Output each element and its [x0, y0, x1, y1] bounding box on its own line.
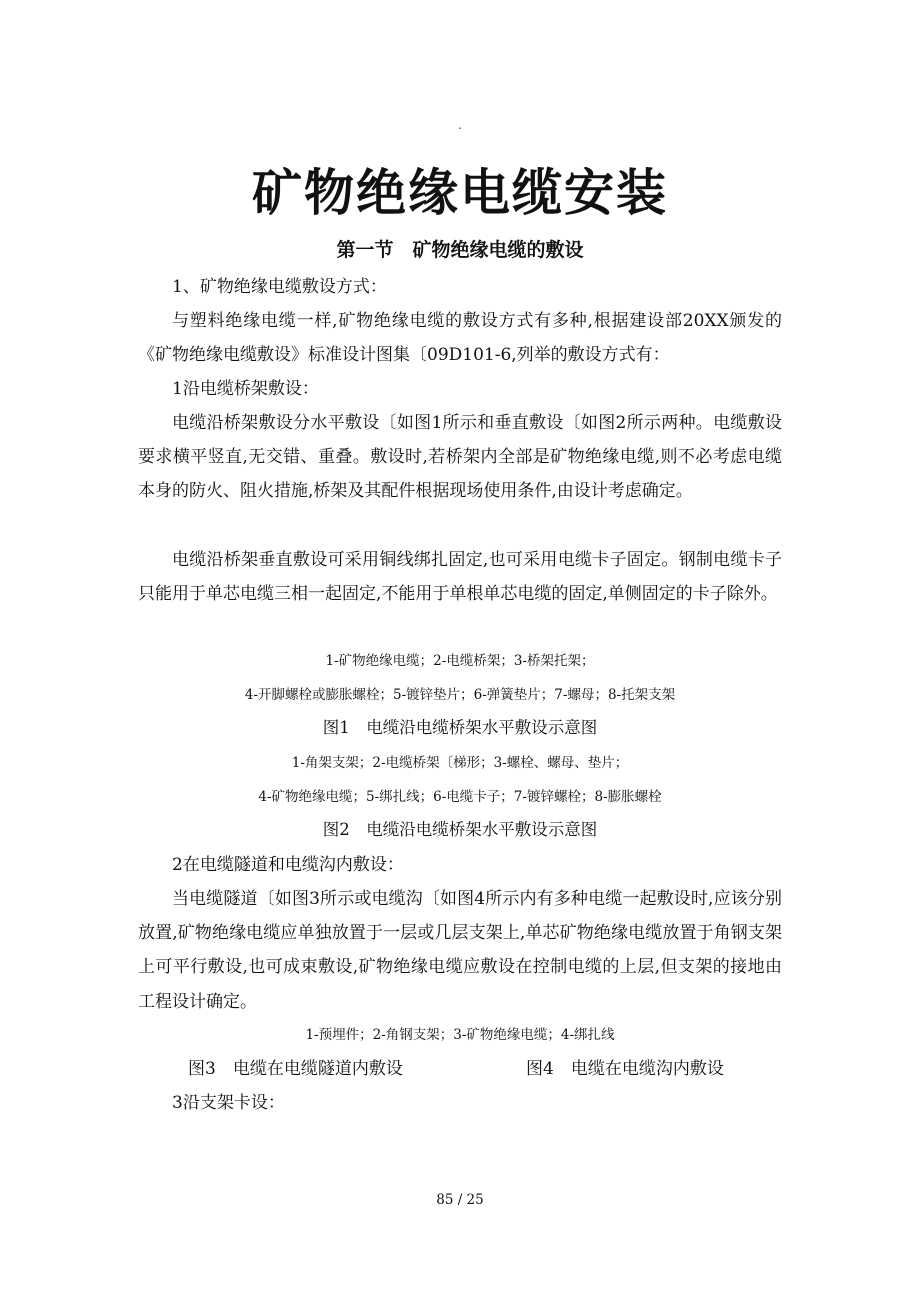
subheading-1: 1、矿物绝缘电缆敷设方式：	[172, 277, 387, 297]
figure-1-legend-line-1: 1-矿物绝缘电缆；2-电缆桥架；3-桥架托架；	[325, 653, 595, 669]
subheading-1-2: 2在电缆隧道和电缆沟内敷设：	[172, 855, 404, 875]
paragraph-2: 电缆沿桥架敷设分水平敷设〔如图1所示和垂直敷设〔如图2所示两种。电缆敷设要求横平竖直,无交错、重叠。敷设时,若桥架内全部是矿物绝缘电缆,则不必考虑电缆本身的防火、阻火措施,桥架及其配件根据现场使用条件,由设计考虑确定。	[138, 413, 782, 502]
figure-4-caption: 图4 电缆在电缆沟内敷设	[526, 1059, 724, 1079]
page-number: 85 / 25	[436, 1192, 484, 1208]
figure-2-legend-line-1: 1-角架支架；2-电缆桥架〔梯形；3-螺栓、螺母、垫片；	[291, 755, 629, 771]
paragraph-4: 当电缆隧道〔如图3所示或电缆沟〔如图4所示内有多种电缆一起敷设时,应该分别放置,矿物绝缘电缆应单独放置于一层或几层支架上,单芯矿物绝缘电缆放置于角钢支架上可平行敷设,也可成束敷设,矿物绝缘电缆应敷设在控制电缆的上层,但支架的接地由工程设计确定。	[138, 889, 782, 1012]
figure-2-caption: 图2 电缆沿电缆桥架水平敷设示意图	[322, 820, 598, 839]
section-heading: 第一节 矿物绝缘电缆的敷设	[336, 239, 584, 261]
paragraph-1: 与塑料绝缘电缆一样,矿物绝缘电缆的敷设方式有多种,根据建设部20XX颁发的《矿物绝缘电缆敷设》标准设计图集〔09D101-6,列举的敷设方式有：	[138, 311, 782, 366]
subheading-1-1: 1沿电缆桥架敷设：	[172, 379, 319, 399]
subheading-1-3: 3沿支架卡设：	[172, 1093, 285, 1113]
page-title: 矿物绝缘电缆安装	[252, 163, 668, 222]
figure-2-legend-line-2: 4-矿物绝缘电缆；5-绑扎线；6-电缆卡子；7-镀锌螺栓；8-膨胀螺栓	[258, 789, 662, 805]
figure-1-caption: 图1 电缆沿电缆桥架水平敷设示意图	[322, 718, 598, 737]
figure-1-legend-line-2: 4-开脚螺栓或膨胀螺栓；5-镀锌垫片；6-弹簧垫片；7-螺母；8-托架支架	[244, 687, 676, 703]
paragraph-3: 电缆沿桥架垂直敷设可采用铜线绑扎固定,也可采用电缆卡子固定。钢制电缆卡子只能用于单芯电缆三相一起固定,不能用于单根单芯电缆的固定,单侧固定的卡子除外。	[138, 550, 782, 605]
header-dot: .	[458, 118, 462, 132]
figure-3-caption: 图3 电缆在电缆隧道内敷设	[188, 1059, 403, 1079]
figure-3-4-legend: 1-预埋件；2-角钢支架；3-矿物绝缘电缆；4-绑扎线	[305, 1027, 615, 1043]
